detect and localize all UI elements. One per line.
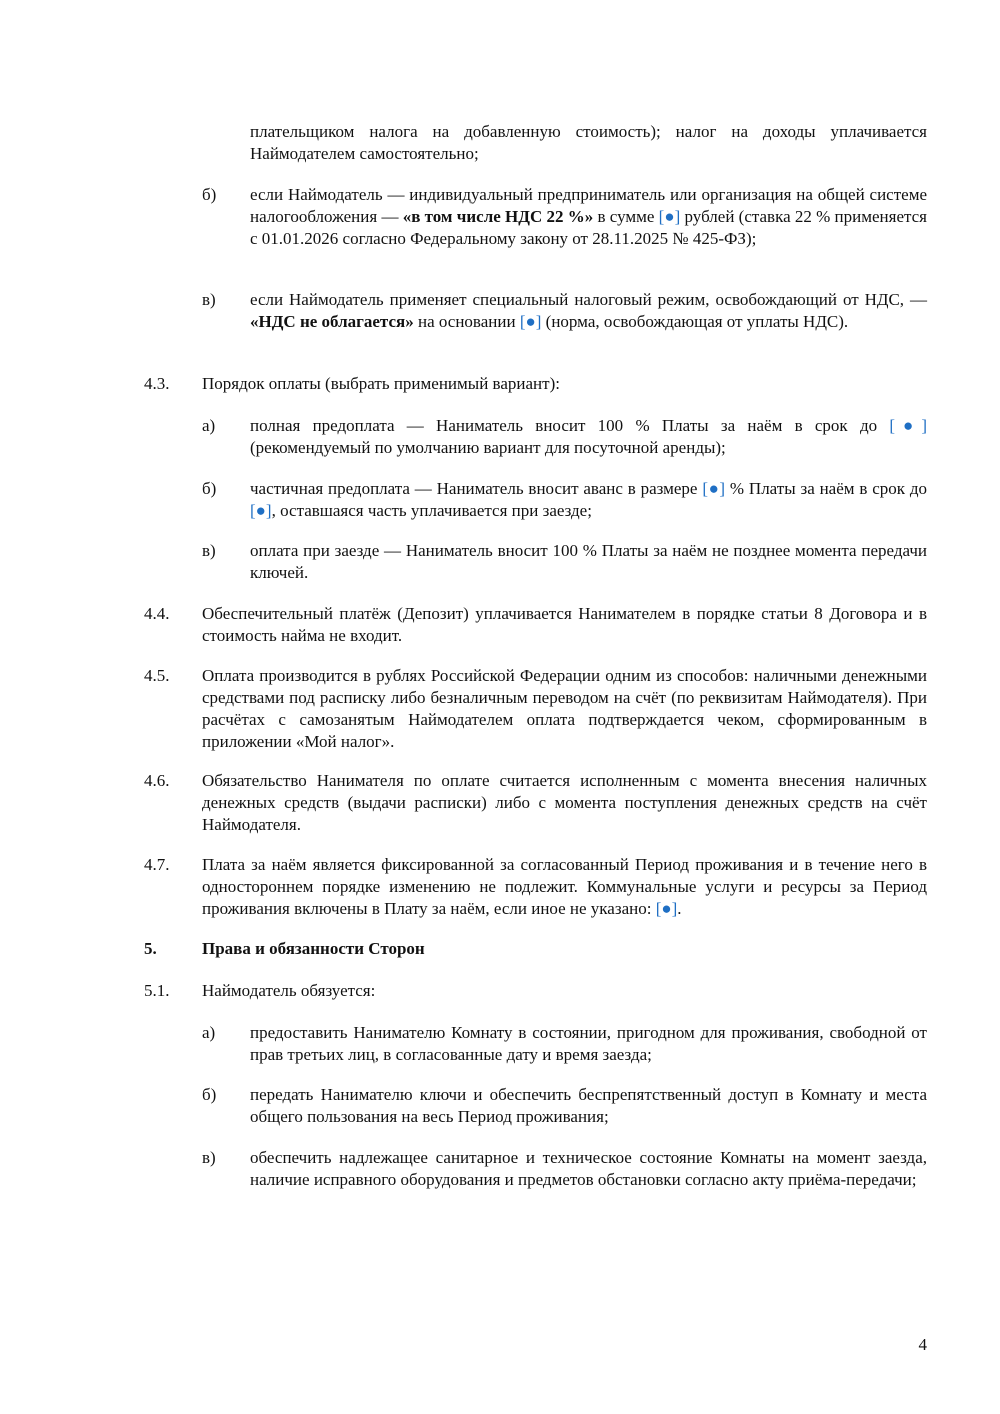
clause-number: 4.3. xyxy=(144,374,170,393)
placeholder-marker: [●] xyxy=(658,207,681,226)
clause-4-7 xyxy=(144,854,927,920)
vat-included-bold: «в том числе НДС 22 %» xyxy=(402,207,594,226)
subclause-text: полная предоплата — Наниматель вносит 100 % Платы за наём в срок до [●] (рекомендуемый по умолчанию вариант для посуточной аренды); xyxy=(250,416,927,457)
clause-text: Порядок оплаты (выбрать применимый вариант): xyxy=(202,374,560,393)
subclause-label: б) xyxy=(202,479,217,498)
section-title: Права и обязанности Сторон xyxy=(202,939,425,958)
subclause-4-3-a xyxy=(202,415,927,459)
clause-4-3 xyxy=(144,373,927,395)
subclause-4-3-v xyxy=(202,540,927,584)
clause-number: 5.1. xyxy=(144,981,170,1000)
clause-5-1 xyxy=(144,980,927,1002)
clause-number: 4.4. xyxy=(144,604,170,623)
subclause-5-1-v xyxy=(202,1147,927,1191)
subclause-4-2-b xyxy=(202,184,927,250)
placeholder-marker: [●] xyxy=(250,501,272,520)
subclause-5-1-a xyxy=(202,1022,927,1066)
subclause-label: в) xyxy=(202,290,216,309)
clause-4-5 xyxy=(144,665,927,753)
clause-text: Обеспечительный платёж (Депозит) уплачивается Нанимателем в порядке статьи 8 Договора и в стоимость найма не входит. xyxy=(202,604,927,645)
continued-paragraph: плательщиком налога на добавленную стоимость); налог на доходы уплачивается Наймодателем самостоятельно; xyxy=(250,122,927,163)
subclause-text: передать Нанимателю ключи и обеспечить беспрепятственный доступ в Комнату и места общего пользования на весь Период проживания; xyxy=(250,1085,927,1126)
placeholder-marker: [●] xyxy=(655,899,678,918)
placeholder-marker: [●] xyxy=(702,479,726,498)
clause-number: 4.6. xyxy=(144,771,170,790)
subclause-text: оплата при заезде — Наниматель вносит 100 % Платы за наём не позднее момента передачи ключей. xyxy=(250,541,927,582)
clause-number: 4.7. xyxy=(144,855,170,874)
subclause-5-1-b xyxy=(202,1084,927,1128)
subclause-label: в) xyxy=(202,1148,216,1167)
subclause-text: если Наймодатель применяет специальный налоговый режим, освобождающий от НДС, — «НДС не облагается» на основании [●] (норма, освобождающая от уплаты НДС). xyxy=(250,290,927,331)
placeholder-marker: [●] xyxy=(519,312,542,331)
subclause-label: б) xyxy=(202,185,217,204)
placeholder-marker: [●] xyxy=(889,416,927,435)
subclause-label: а) xyxy=(202,1023,216,1042)
clause-text: Наймодатель обязуется: xyxy=(202,981,376,1000)
subclause-text: частичная предоплата — Наниматель вносит аванс в размере [●] % Платы за наём в срок до [●], оставшаяся часть уплачивается при заезде; xyxy=(250,479,927,520)
subclause-label: б) xyxy=(202,1085,217,1104)
clause-4-4 xyxy=(144,603,927,647)
subclause-4-3-b xyxy=(202,478,927,522)
section-5-heading xyxy=(144,938,927,960)
subclause-label: в) xyxy=(202,541,216,560)
clause-text: Плата за наём является фиксированной за согласованный Период проживания и в течение него в одностороннем порядке изменению не подлежит. Коммунальные услуги и ресурсы за Период проживания включены в Плату за наём, если иное не указано: [●]. xyxy=(202,855,927,918)
subclause-text: если Наймодатель — индивидуальный предприниматель или организация на общей системе налогообложения — «в том числе НДС 22 %» в сумме [●] рублей (ставка 22 % применяется с 01.01.2026 согласно Федеральному закону от 28.11.2025 № 425-ФЗ); xyxy=(250,185,928,248)
vat-exempt-bold: «НДС не облагается» xyxy=(250,312,414,331)
subclause-text: обеспечить надлежащее санитарное и техническое состояние Комнаты на момент заезда, наличие исправного оборудования и предметов обстановки согласно акту приёма-передачи; xyxy=(250,1148,927,1189)
subclause-text: предоставить Нанимателю Комнату в состоянии, пригодном для проживания, свободной от прав третьих лиц, в согласованные дату и время заезда; xyxy=(250,1023,927,1064)
clause-text: Оплата производится в рублях Российской Федерации одним из способов: наличными денежными средствами под расписку либо безналичным переводом на счёт (по реквизитам Наймодателя). При расчётах с самозанятым Наймодателем оплата подтверждается чеком, сформированным в приложении «Мой налог». xyxy=(202,666,927,751)
clause-4-6 xyxy=(144,770,927,836)
subclause-4-2-v xyxy=(202,289,927,333)
section-number: 5. xyxy=(144,939,157,958)
page-number: 4 xyxy=(918,1335,927,1354)
clause-number: 4.5. xyxy=(144,666,170,685)
subclause-label: а) xyxy=(202,416,216,435)
clause-text: Обязательство Нанимателя по оплате считается исполненным с момента внесения наличных денежных средств (выдачи расписки) либо с момента поступления денежных средств на счёт Наймодателя. xyxy=(202,771,927,834)
